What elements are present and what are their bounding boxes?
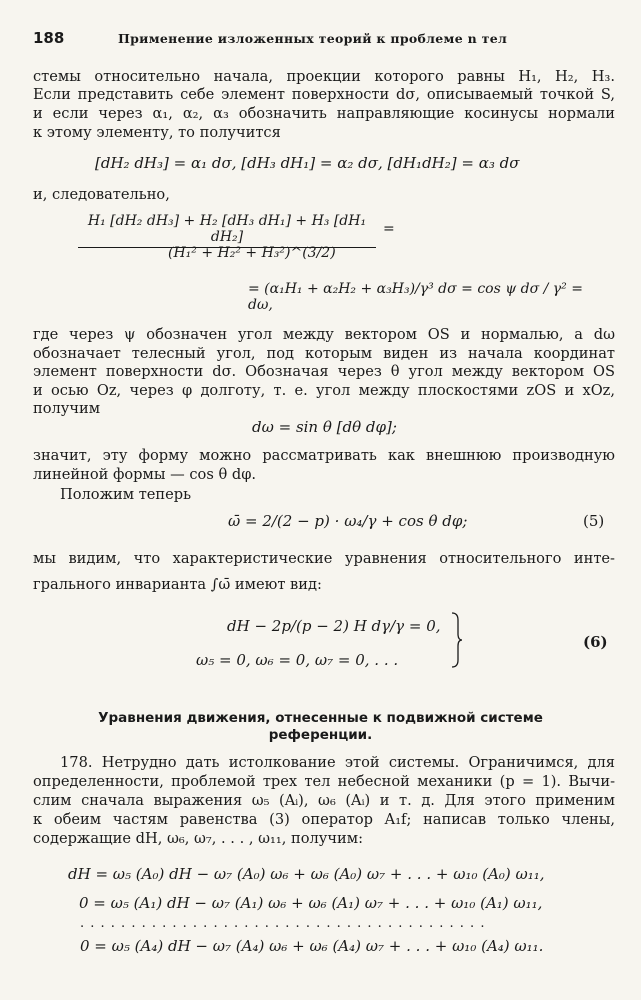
section-heading: Уравнения движения, отнесенные к подвижной системе <box>98 710 543 726</box>
equation-system-row: 0 = ω₅ (A₄) dH − ω₇ (A₄) ω₆ + ω₆ (A₄) ω₇ + . . . + ω₁₀ (A₄) ω₁₁. <box>80 937 544 955</box>
equation-number-5: (5) <box>583 512 605 530</box>
right-brace <box>450 612 462 668</box>
text-line: обозначает телесный угол, под которым виден из начала координат <box>33 345 615 362</box>
equation-2-numerator: H₁ [dH₂ dH₃] + H₂ [dH₃ dH₁] + H₃ [dH₁ dH₂] <box>78 213 376 248</box>
page-number: 188 <box>33 29 65 47</box>
text-line: значит, эту форму можно рассматривать как внешнюю производную <box>33 447 615 464</box>
text-line: и осью Oz, через φ долготу, т. е. угол между плоскостями zOS и xOz, <box>33 382 615 399</box>
equals-sign: = <box>383 221 395 237</box>
text-line: стемы относительно начала, проекции которого равны H₁, H₂, H₃. <box>33 68 615 85</box>
equation-6-line-2: ω₅ = 0, ω₆ = 0, ω₇ = 0, . . . <box>196 651 399 669</box>
text-line: линейной формы — cos θ dφ. <box>33 466 257 483</box>
equation-system-row: dH = ω₅ (A₀) dH − ω₇ (A₀) ω₆ + ω₆ (A₀) ω₇ + . . . + ω₁₀ (A₀) ω₁₁, <box>68 865 545 883</box>
equation-1: [dH₂ dH₃] = α₁ dσ, [dH₃ dH₁] = α₂ dσ, [dH₁dH₂] = α₃ dσ <box>95 154 520 172</box>
equation-5: ω̄ = 2/(2 − p) · ω₄/γ + cos θ dφ; <box>228 512 468 530</box>
text-line: слим сначала выражения ω₅ (Aᵢ), ω₆ (Aᵢ) и т. д. Для этого применим <box>33 792 615 809</box>
equation-system-dots: . . . . . . . . . . . . . . . . . . . . . . . . . . . . . . . . . . . . . . . . <box>80 916 486 931</box>
text-line: элемент поверхности dσ. Обозначая через θ угол между вектором OS <box>33 363 615 380</box>
equation-number-6: (6) <box>583 633 608 651</box>
equation-2-denominator: (H₁² + H₂² + H₃²)^(3/2) <box>168 245 336 261</box>
text-line: грального инварианта ∫ω̄ имеют вид: <box>33 576 322 593</box>
text-line: к обеим частям равенства (3) оператор A₁f; написав только члены, <box>33 811 615 828</box>
equation-2-rhs: = (α₁H₁ + α₂H₂ + α₃H₃)/γ³ dσ = cos ψ dσ / γ² = dω, <box>248 281 583 313</box>
text-line: содержащие dH, ω₆, ω₇, . . . , ω₁₁, получим: <box>33 830 364 847</box>
running-title: Применение изложенных теорий к проблеме n тел <box>118 31 508 46</box>
text-line: получим <box>33 400 101 417</box>
text-line: 178. Нетрудно дать истолкование этой системы. Ограничимся, для <box>60 754 615 771</box>
equation-system-row: 0 = ω₅ (A₁) dH − ω₇ (A₁) ω₆ + ω₆ (A₁) ω₇ + . . . + ω₁₀ (A₁) ω₁₁, <box>79 894 543 912</box>
text-line: Положим теперь <box>60 486 192 503</box>
equation-6-line-1: dH − 2p/(p − 2) H dγ/γ = 0, <box>227 617 441 635</box>
equation-2 <box>78 213 608 313</box>
text-line: и если через α₁, α₂, α₃ обозначить направляющие косинусы нормали <box>33 105 615 122</box>
text-line: и, следовательно, <box>33 186 170 203</box>
section-heading-cont: референции. <box>268 727 373 743</box>
text-line: определенности, проблемой трех тел небесной механики (p = 1). Вычи- <box>33 773 615 790</box>
text-line: к этому элементу, то получится <box>33 124 281 141</box>
text-line: где через ψ обозначен угол между вектором OS и нормалью, а dω <box>33 326 615 343</box>
text-line: мы видим, что характеристические уравнения относительного инте- <box>33 550 615 567</box>
equation-3: dω = sin θ [dθ dφ]; <box>252 418 397 436</box>
text-line: Если представить себе элемент поверхности dσ, описываемый точкой S, <box>33 86 615 103</box>
